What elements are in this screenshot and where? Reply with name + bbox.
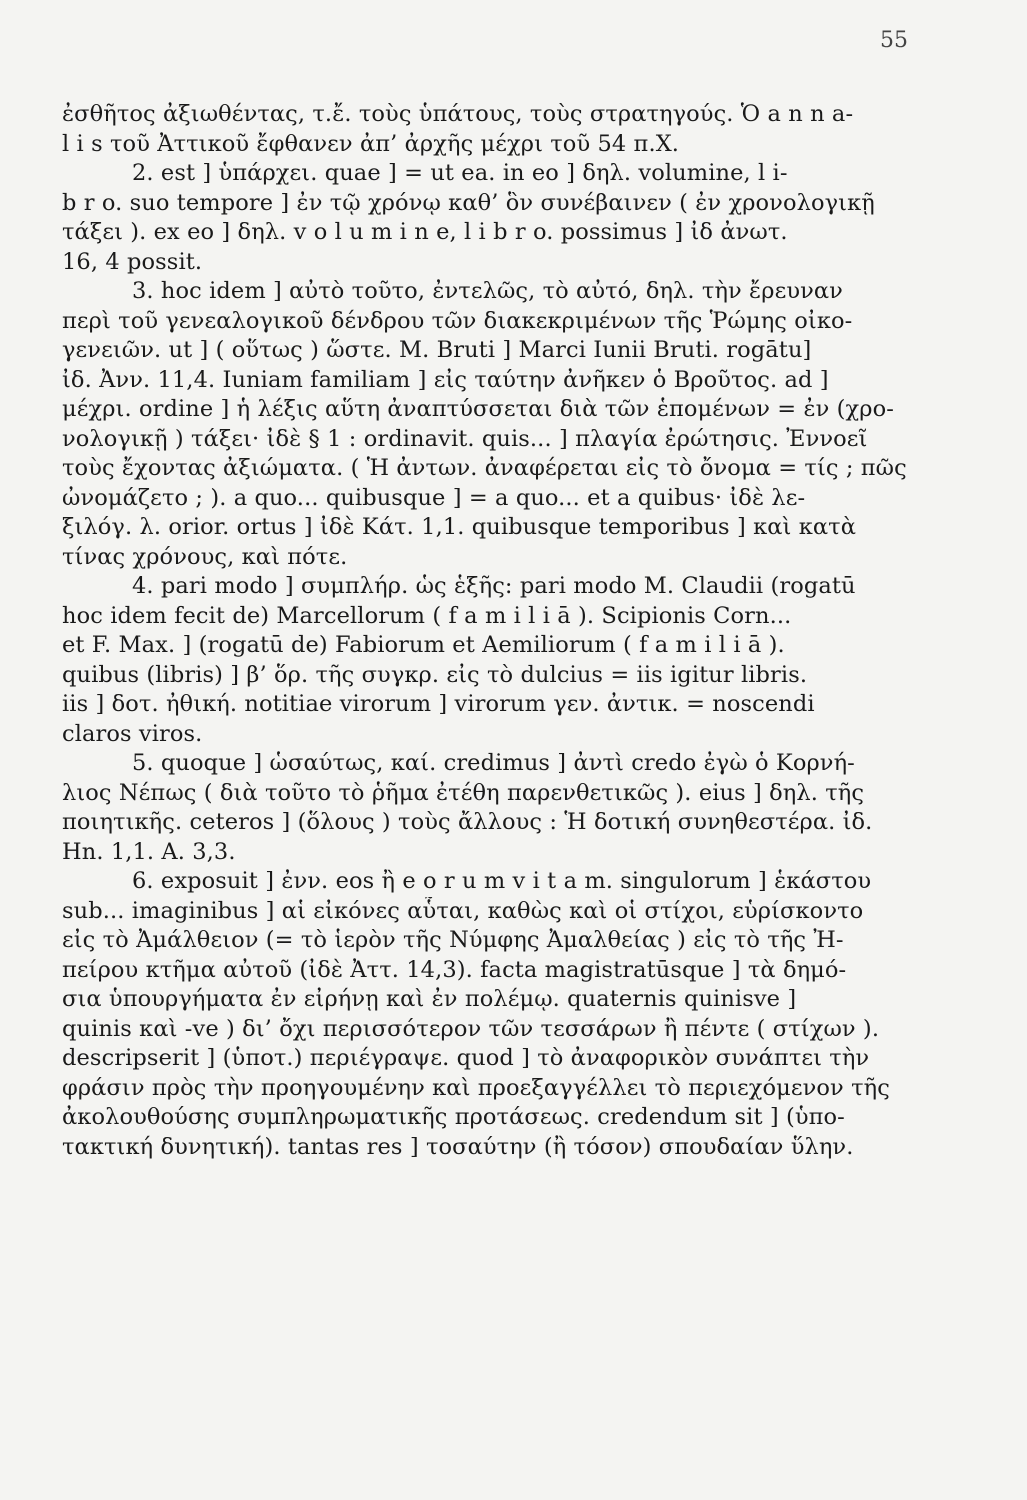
text-line: l i s τοῦ Ἀττικοῦ ἔφθανεν ἀπ’ ἀρχῆς μέχρι τοῦ 54 π.Χ.	[62, 130, 680, 157]
text-line: ὠνομάζετο ; ). a quo... quibusque ] = a quo... et a quibus· ἰδὲ λε-	[62, 484, 806, 511]
text-line: et F. Max. ] (rogatū de) Fabiorum et Aemiliorum ( f a m i l i ā ).	[62, 632, 785, 658]
text-line: τακτική δυνητική). tantas res ] τοσαύτην (ἢ τόσον) σπουδαίαν ὕλην.	[62, 1133, 854, 1160]
text-line: μέχρι. ordine ] ἡ λέξις αὕτη ἀναπτύσσεται διὰ τῶν ἑπομένων = ἐν (χρο-	[62, 396, 894, 422]
text-line: εἰς τὸ Ἀμάλθειον (= τὸ ἱερὸν τῆς Νύμφης Ἀμαλθείας ) εἰς τὸ τῆς Ἠ-	[62, 927, 844, 953]
text-line: πείρου κτῆμα αὐτοῦ (ἰδὲ Ἀττ. 14,3). facta magistratūsque ] τὰ δημό-	[62, 956, 847, 983]
text-line: 3. hoc idem ] αὐτὸ τοῦτο, ἐντελῶς, τὸ αὐτό, δηλ. τὴν ἔρευναν	[132, 278, 843, 304]
page-number: 55	[880, 28, 908, 53]
text-line: iis ] δοτ. ἠθική. notitiae virorum ] virorum γεν. ἀντικ. = noscendi	[62, 691, 815, 717]
text-line: hoc idem fecit de) Marcellorum ( f a m i l i ā ). Scipionis Corn...	[62, 602, 792, 629]
text-line: ἐσθῆτος ἀξιωθέντας, τ.ἔ. τοὺς ὑπάτους, τοὺς στρατηγούς. Ὁ a n n a-	[62, 101, 854, 127]
text-line: quibus (libris) ] β’ ὅρ. τῆς συγκρ. εἰς τὸ dulcius = iis igitur libris.	[62, 661, 808, 688]
text-line: φράσιν πρὸς τὴν προηγουμένην καὶ προεξαγγέλλει τὸ περιεχόμενον τῆς	[62, 1074, 890, 1101]
text-line: quinis καὶ -ve ) δι’ ὄχι περισσότερον τῶν τεσσάρων ἢ πέντε ( στίχων ).	[62, 1015, 880, 1042]
commentary-text	[62, 100, 942, 1162]
text-line: 2. est ] ὑπάρχει. quae ] = ut ea. in eo ] δηλ. volumine, l i-	[132, 160, 788, 186]
text-line: 6. exposuit ] ἐνν. eos ἢ e o r u m v i t a m. singulorum ] ἑκάστου	[132, 868, 872, 894]
text-line: τάξει ). ex eo ] δηλ. v o l u m i n e, l i b r o. possimus ] ἰδ ἀνωτ.	[62, 219, 788, 245]
text-line: γενειῶν. ut ] ( οὕτως ) ὥστε. M. Bruti ] Marci Iunii Bruti. rogātu]	[62, 337, 812, 363]
text-line: 16, 4 possit.	[62, 248, 203, 275]
text-line: sub... imaginibus ] αἱ εἰκόνες αὗται, καθὼς καὶ οἱ στίχοι, εὑρίσκοντο	[62, 897, 864, 924]
text-line: ποιητικῆς. ceteros ] (ὅλους ) τοὺς ἄλλους : Ἡ δοτική συνηθεστέρα. ἰδ.	[62, 809, 873, 835]
text-line: τίνας χρόνους, καὶ πότε.	[62, 543, 348, 570]
text-line: περὶ τοῦ γενεαλογικοῦ δένδρου τῶν διακεκριμένων τῆς Ῥώμης οἰκο-	[62, 307, 853, 334]
text-line: ξιλόγ. λ. orior. ortus ] ἰδὲ Κάτ. 1,1. quibusque temporibus ] καὶ κατὰ	[62, 514, 857, 540]
text-line: λιος Νέπως ( διὰ τοῦτο τὸ ῥῆμα ἐτέθη παρενθετικῶς ). eius ] δηλ. τῆς	[62, 779, 865, 806]
text-line: b r o. suo tempore ] ἐν τῷ χρόνῳ καθ’ ὃν συνέβαινεν ( ἐν χρονολογικῇ	[62, 189, 875, 216]
text-line: τοὺς ἔχοντας ἀξιώματα. ( Ἡ ἀντων. ἀναφέρεται εἰς τὸ ὄνομα = τίς ; πῶς	[62, 455, 907, 481]
text-line: descripserit ] (ὑποτ.) περιέγραψε. quod ] τὸ ἀναφορικὸν συνάπτει τὴν	[62, 1045, 870, 1071]
text-line: claros viros.	[62, 720, 203, 747]
text-line: σια ὑπουργήματα ἐν εἰρήνῃ καὶ ἐν πολέμῳ. quaternis quinisve ]	[62, 986, 797, 1012]
text-line: 5. quoque ] ὡσαύτως, καί. credimus ] ἀντὶ credo ἐγὼ ὁ Κορνή-	[132, 750, 855, 776]
text-line: νολογικῇ ) τάξει· ἰδὲ § 1 : ordinavit. quis... ] πλαγία ἐρώτησις. Ἐννοεῖ	[62, 425, 868, 452]
text-line: ἰδ. Ἀνν. 11,4. Iuniam familiam ] εἰς ταύτην ἀνῆκεν ὁ Βροῦτος. ad ]	[62, 366, 829, 393]
text-line: ἀκολουθούσης συμπληρωματικῆς προτάσεως. credendum sit ] (ὑπο-	[62, 1104, 845, 1130]
text-line: 4. pari modo ] συμπλήρ. ὡς ἑξῆς: pari modo M. Claudii (rogatū	[132, 573, 856, 599]
text-line: Hn. 1,1. A. 3,3.	[62, 838, 236, 865]
